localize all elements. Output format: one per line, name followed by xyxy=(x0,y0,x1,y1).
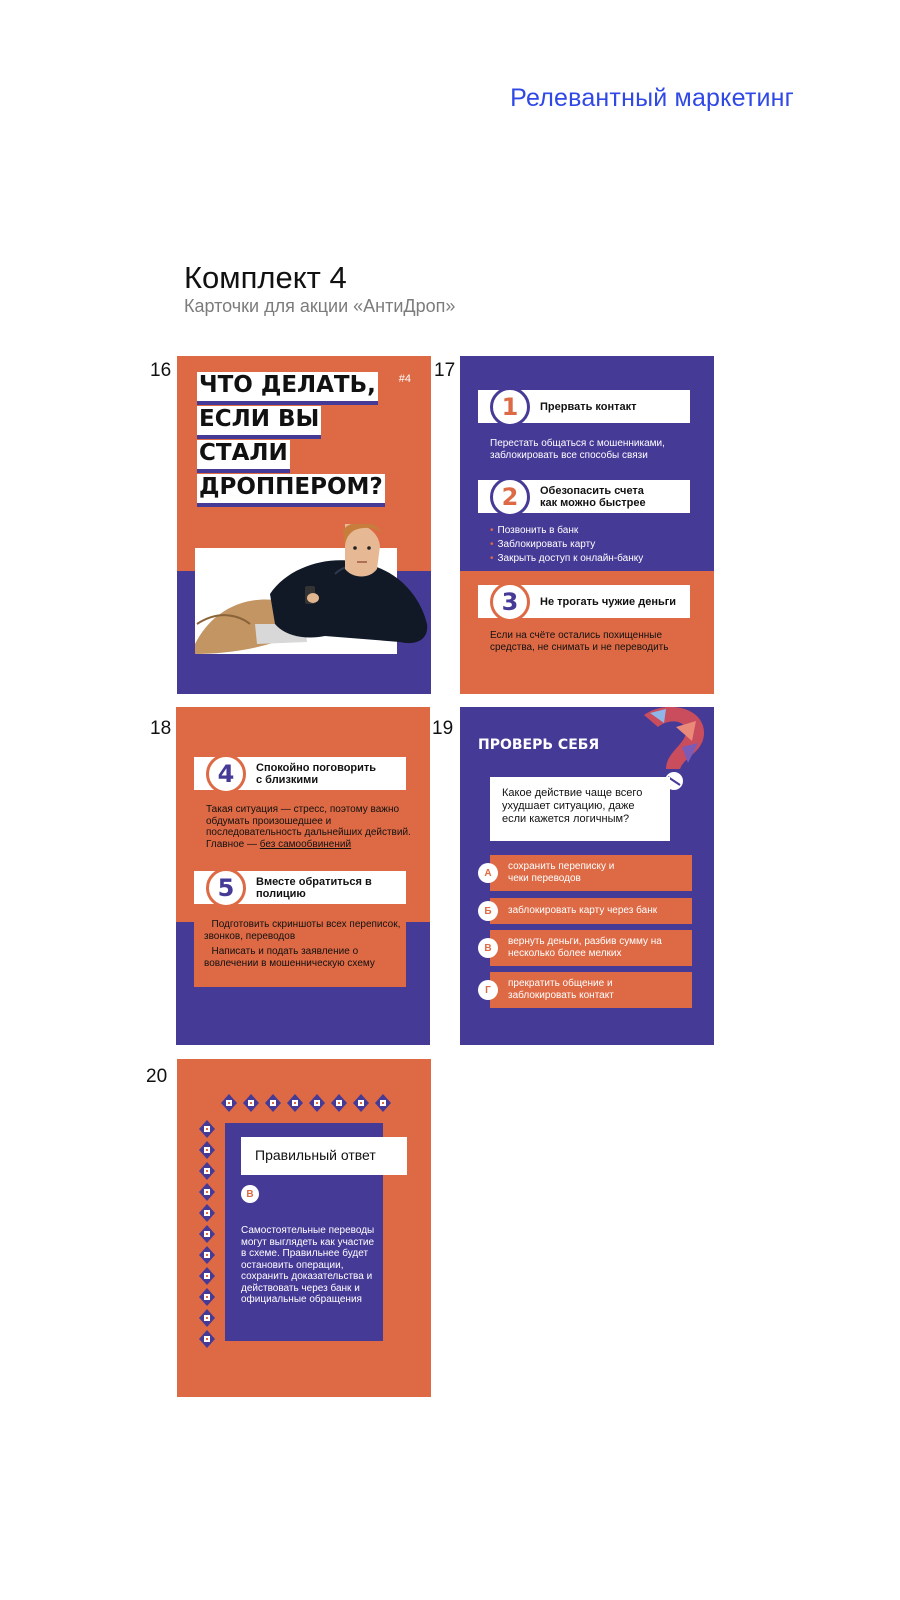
card-17 xyxy=(460,356,714,694)
headline-line-2: ЕСЛИ ВЫ xyxy=(197,406,321,432)
card-20 xyxy=(177,1059,431,1397)
bullet-item: • Подготовить скриншоты всех переписок, звонков, переводов xyxy=(204,919,404,942)
ornament-tile xyxy=(197,1329,217,1349)
ornament-tile xyxy=(373,1093,393,1113)
ornament-tile xyxy=(197,1287,217,1307)
card-16-tag: #4 xyxy=(398,373,411,385)
step-4-text: Такая ситуация — стресс, поэтому важно обдумать произошедшее и последовательность дальнейших действий. Главное — без самообвинений xyxy=(206,804,411,850)
ornament-tile xyxy=(241,1093,261,1113)
ornament-border-top xyxy=(219,1093,393,1113)
brand-name: Релевантный маркетинг xyxy=(510,84,794,112)
option-text: заблокировать карту через банк xyxy=(508,905,658,916)
step-2-bullets xyxy=(490,524,643,566)
ornament-tile xyxy=(197,1203,217,1223)
ornament-border-left xyxy=(197,1119,217,1349)
bullet-item: • Написать и подать заявление о вовлечении в мошенническую схему xyxy=(204,946,404,969)
person-illustration xyxy=(195,524,431,664)
card-number-16: 16 xyxy=(150,360,172,381)
ornament-tile xyxy=(197,1119,217,1139)
headline-line-1: ЧТО ДЕЛАТЬ, xyxy=(197,372,378,398)
ornament-tile xyxy=(219,1093,239,1113)
bullet-item: • Заблокировать карту xyxy=(490,538,643,552)
step-5-title: Вместе обратиться в полицию xyxy=(256,876,372,900)
step-2-title: Обезопасить счета как можно быстрее xyxy=(540,485,646,509)
card-16 xyxy=(177,356,431,694)
ornament-tile xyxy=(197,1140,217,1160)
quiz-question: Какое действие чаще всего ухудшает ситуацию, даже если кажется логичным? xyxy=(490,777,670,841)
ornament-tile xyxy=(197,1266,217,1286)
bullet-item: • Позвонить в банк xyxy=(490,524,643,538)
step-5-bullets xyxy=(204,919,404,969)
step-4-emphasis: без самообвинений xyxy=(259,838,352,850)
ornament-tile xyxy=(285,1093,305,1113)
step-4-number: 4 xyxy=(206,754,246,794)
answer-option-c[interactable] xyxy=(484,930,692,966)
card-number-20: 20 xyxy=(146,1066,168,1087)
option-letter: А xyxy=(478,863,498,883)
option-letter: Б xyxy=(478,901,498,921)
headline-line-3: СТАЛИ xyxy=(197,440,290,466)
option-text: прекратить общение и заблокировать контакт xyxy=(508,978,614,1001)
card-19 xyxy=(460,707,714,1045)
answer-option-b[interactable] xyxy=(484,898,692,924)
step-1-title: Прервать контакт xyxy=(540,401,637,413)
ornament-tile xyxy=(263,1093,283,1113)
step-1-number: 1 xyxy=(490,387,530,427)
answer-option-d[interactable] xyxy=(485,972,692,1008)
ornament-tile xyxy=(329,1093,349,1113)
ornament-tile xyxy=(307,1093,327,1113)
ornament-tile xyxy=(197,1224,217,1244)
step-3-number: 3 xyxy=(490,582,530,622)
answer-title: Правильный ответ xyxy=(241,1137,407,1175)
step-4-title: Спокойно поговорить с близкими xyxy=(256,762,377,786)
option-letter: В xyxy=(478,938,498,958)
step-2-number: 2 xyxy=(490,477,530,517)
card-number-17: 17 xyxy=(434,360,456,381)
option-letter: Г xyxy=(478,980,498,1000)
ornament-tile xyxy=(197,1161,217,1181)
step-1-text: Перестать общаться с мошенниками, заблокировать все способы связи xyxy=(490,438,665,461)
ornament-tile xyxy=(197,1245,217,1265)
answer-letter: В xyxy=(241,1185,259,1203)
card-18 xyxy=(176,707,430,1045)
ornament-tile xyxy=(197,1308,217,1328)
option-text: вернуть деньги, разбив сумму на несколько более мелких xyxy=(508,936,662,959)
bullet-item: • Закрыть доступ к онлайн-банку xyxy=(490,552,643,566)
card-number-19: 19 xyxy=(432,718,454,739)
ornament-tile xyxy=(351,1093,371,1113)
step-3-title: Не трогать чужие деньги xyxy=(540,596,677,608)
set-title: Комплект 4 xyxy=(184,260,347,295)
headline-line-4: ДРОППЕРОМ? xyxy=(197,474,385,500)
step-5-number: 5 xyxy=(206,868,246,908)
step-3-text: Если на счёте остались похищенные средства, не снимать и не переводить xyxy=(490,630,669,653)
option-text: сохранить переписку и чеки переводов xyxy=(508,861,615,884)
set-subtitle: Карточки для акции «АнтиДроп» xyxy=(184,296,456,316)
ornament-tile xyxy=(197,1182,217,1202)
quiz-title: ПРОВЕРЬ СЕБЯ xyxy=(478,737,600,753)
answer-explanation: Самостоятельные переводы могут выглядеть как участие в схеме. Правильнее будет остановить операции, сохранить доказательства и действовать через банк и официальные обращения xyxy=(241,1225,375,1305)
answer-option-a[interactable] xyxy=(484,855,692,891)
card-number-18: 18 xyxy=(150,718,172,739)
